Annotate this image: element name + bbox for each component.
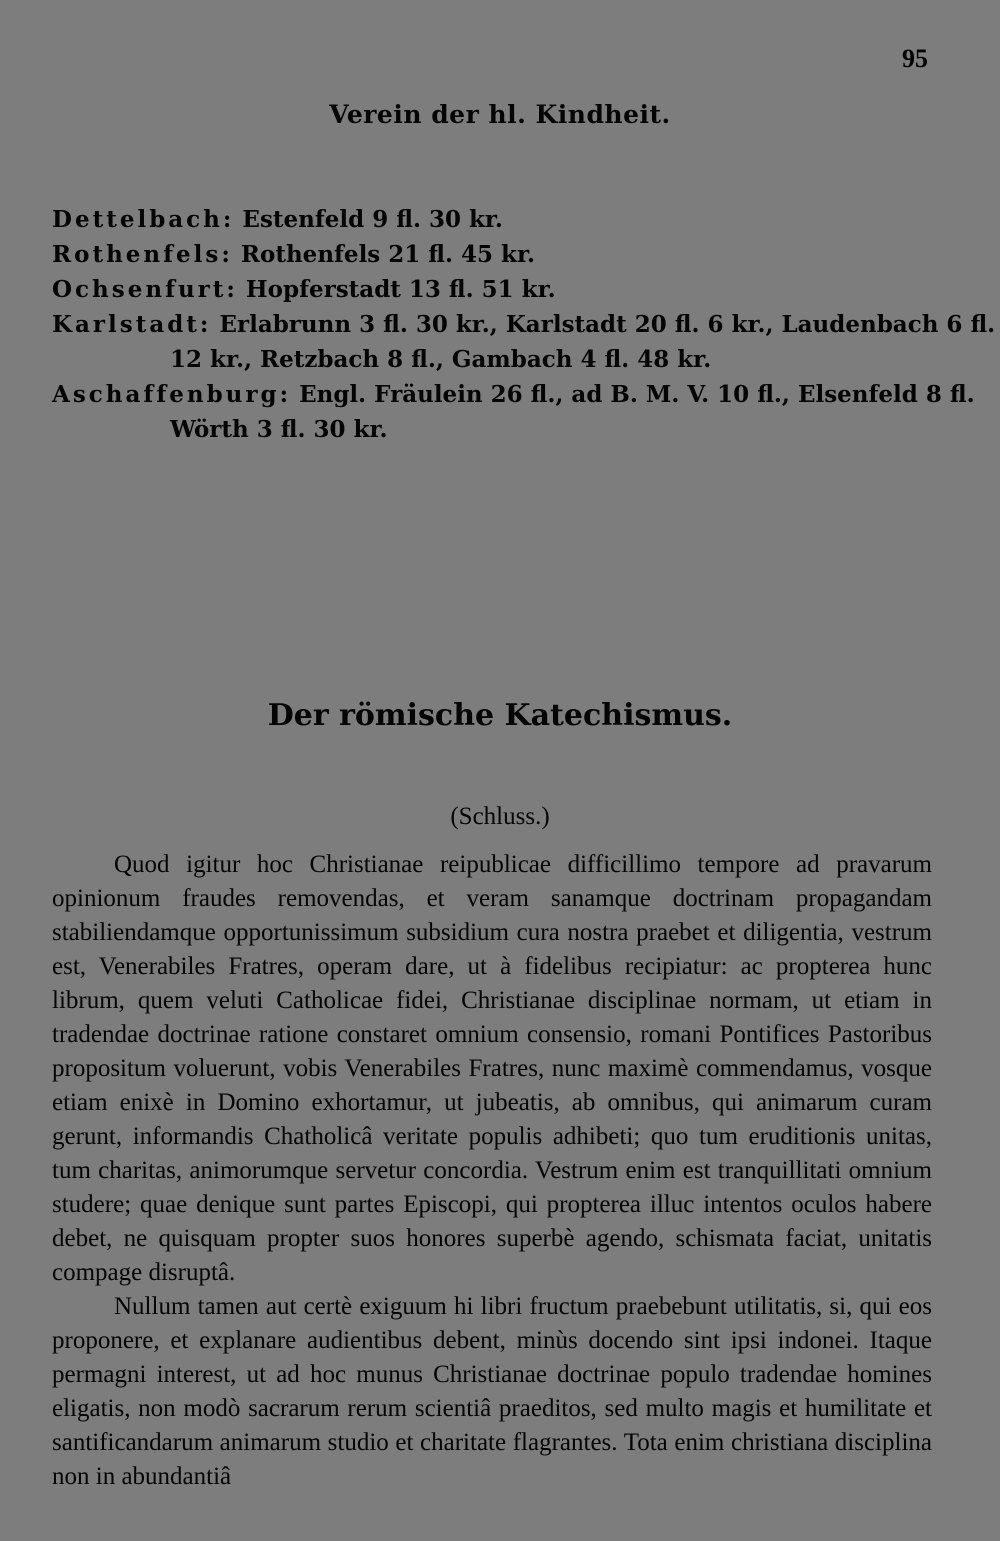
donation-place: Dettelbach: xyxy=(52,206,235,233)
donation-line xyxy=(52,237,942,272)
donation-place: Ochsenfurt: xyxy=(52,276,238,303)
donation-text: Wörth 3 fl. 30 kr. xyxy=(170,416,388,443)
donation-text: Engl. Fräulein 26 fl., ad B. M. V. 10 fl., Elsenfeld 8 fl. xyxy=(291,381,975,408)
donation-place: Karlstadt: xyxy=(52,311,212,338)
paragraph: Nullum tamen aut certè exiguum hi libri fructum praebebunt utilitatis, si, qui eos proponere, et explanare audientibus debent, minùs docendo sint ipsi indonei. Itaque permagni interest, ut ad hoc munus Christianae doctrinae populo tradendae homines eligatis, non modò sacrarum rerum scientiâ praeditos, sed multo magis et humilitate et santificandarum animarum studio et charitate flagrantes. Tota enim christiana disciplina non in abundantiâ xyxy=(52,1293,932,1490)
article-title: Der römische Katechismus. xyxy=(267,698,733,733)
paragraph: Quod igitur hoc Christianae reipublicae difficillimo tempore ad pravarum opinionum fraudes removendas, et veram sanamque doctrinam propagandam stabiliendamque opportunissimum subsidium cura nostra praebet et diligentia, vestrum est, Venerabiles Fratres, operam dare, ut à fidelibus recipiatur: ac propterea hunc librum, quem veluti Catholicae fidei, Christianae disciplinae normam, ut etiam in tradendae doctrinae ratione constaret omnium consensio, romani Pontifices Pastoribus propositum voluerunt, vobis Venerabiles Fratres, nunc maximè commendamus, vosque etiam enixè in Domino exhortamur, ut jubeatis, ab omnibus, qui animarum curam gerunt, informandis Chatholicâ veritate populis adhibeti; quo tum eruditionis unitas, tum charitas, animorumque servetur concordia. Vestrum enim est tranquillitati omnium studere; quae denique sunt partes Episcopi, qui propterea illuc intentos oculos habere debet, ne quisquam propter suos honores superbè agendo, schismata faciat, unitatis compage disruptâ. xyxy=(52,851,932,1286)
donation-text: Hopferstadt 13 fl. 51 kr. xyxy=(237,276,556,303)
donation-text: Rothenfels 21 fl. 45 kr. xyxy=(232,241,535,268)
donation-text: Erlabrunn 3 fl. 30 kr., Karlstadt 20 fl. 6 kr., Laudenbach 6 fl. xyxy=(211,311,996,338)
donation-text: Estenfeld 9 fl. 30 kr. xyxy=(234,206,503,233)
article-subtitle: (Schluss.) xyxy=(450,803,550,830)
donation-place: Aschaffenburg: xyxy=(52,381,292,408)
donation-line xyxy=(52,412,942,447)
running-header: Verein der hl. Kindheit. xyxy=(329,100,671,129)
donation-list xyxy=(52,202,996,447)
donation-line xyxy=(52,202,942,237)
donation-line xyxy=(52,342,942,377)
article-body xyxy=(52,848,932,1494)
donation-line xyxy=(52,272,942,307)
donation-text: 12 kr., Retzbach 8 fl., Gambach 4 fl. 48 kr. xyxy=(170,346,712,373)
donation-place: Rothenfels: xyxy=(52,241,233,268)
donation-line xyxy=(52,377,975,412)
donation-line xyxy=(52,307,996,342)
page-number: 95 xyxy=(902,44,928,73)
